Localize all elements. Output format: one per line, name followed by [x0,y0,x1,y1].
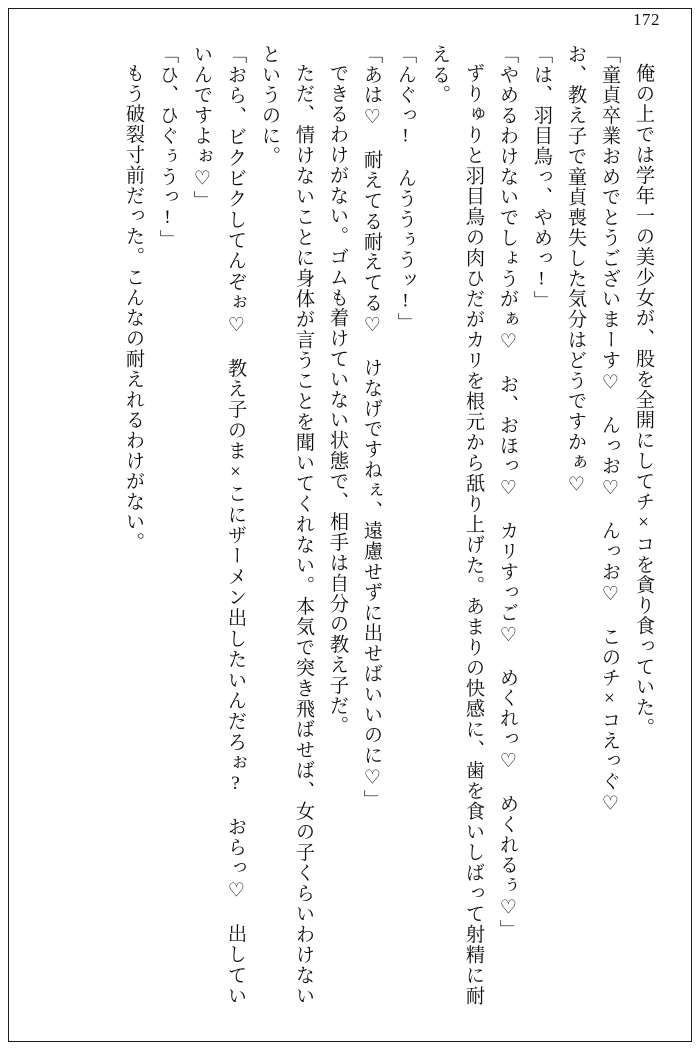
paragraph: もう破裂寸前だった。こんなの耐えれるわけがない。 [123,63,144,553]
paragraph: 「おら、ビクビクしてんぞぉ♡ 教え子のま×こにザーメン出したいんだろぉ? おらっ♡ 出していいんですよぉ♡」 [191,44,246,1006]
paragraph: ただ、情けないことに身体が言うことを聞いてくれない。本気で突き飛ばせば、女の子くらいわけないというのに。 [259,44,314,1006]
paragraph: 「は、羽目鳥っ、やめっ!」 [531,44,552,311]
page-number: 172 [633,10,660,29]
paragraph: できるわけがない。ゴムも着けていない状態で、相手は自分の教え子だ。 [327,63,348,737]
paragraph: お、教え子で童貞喪失した気分はどうですかぁ♡ [565,44,586,497]
paragraph: 俺の上では学年一の美少女が、股を全開にしてチ×コを貪り食っていた。 [633,63,654,738]
vertical-text-body [26,44,674,1006]
paragraph: 「童貞卒業おめでとうございまーす♡ んっお♡ んっお♡ このチ×コえっぐ♡ [599,44,620,816]
paragraph: 「あは♡ 耐えてる耐えてる♡ けなげですねぇ、遠慮せずに出せばいいのに♡」 [361,44,382,811]
paragraph: 「んぐっ! んううぅうッ!」 [395,44,416,334]
paragraph: 「ひ、ひぐぅうっ!」 [157,44,178,250]
paragraph: 「やめるわけないでしょうがぁ♡ お、おほっ♡ カリすっご♡ めくれっ♡ めくれるぅ♡」 [497,44,518,941]
paragraph: ずりゅりと羽目鳥の肉ひだがカリを根元から舐り上げた。あまりの快感に、歯を食いしばって射精に耐える。 [429,44,484,1006]
